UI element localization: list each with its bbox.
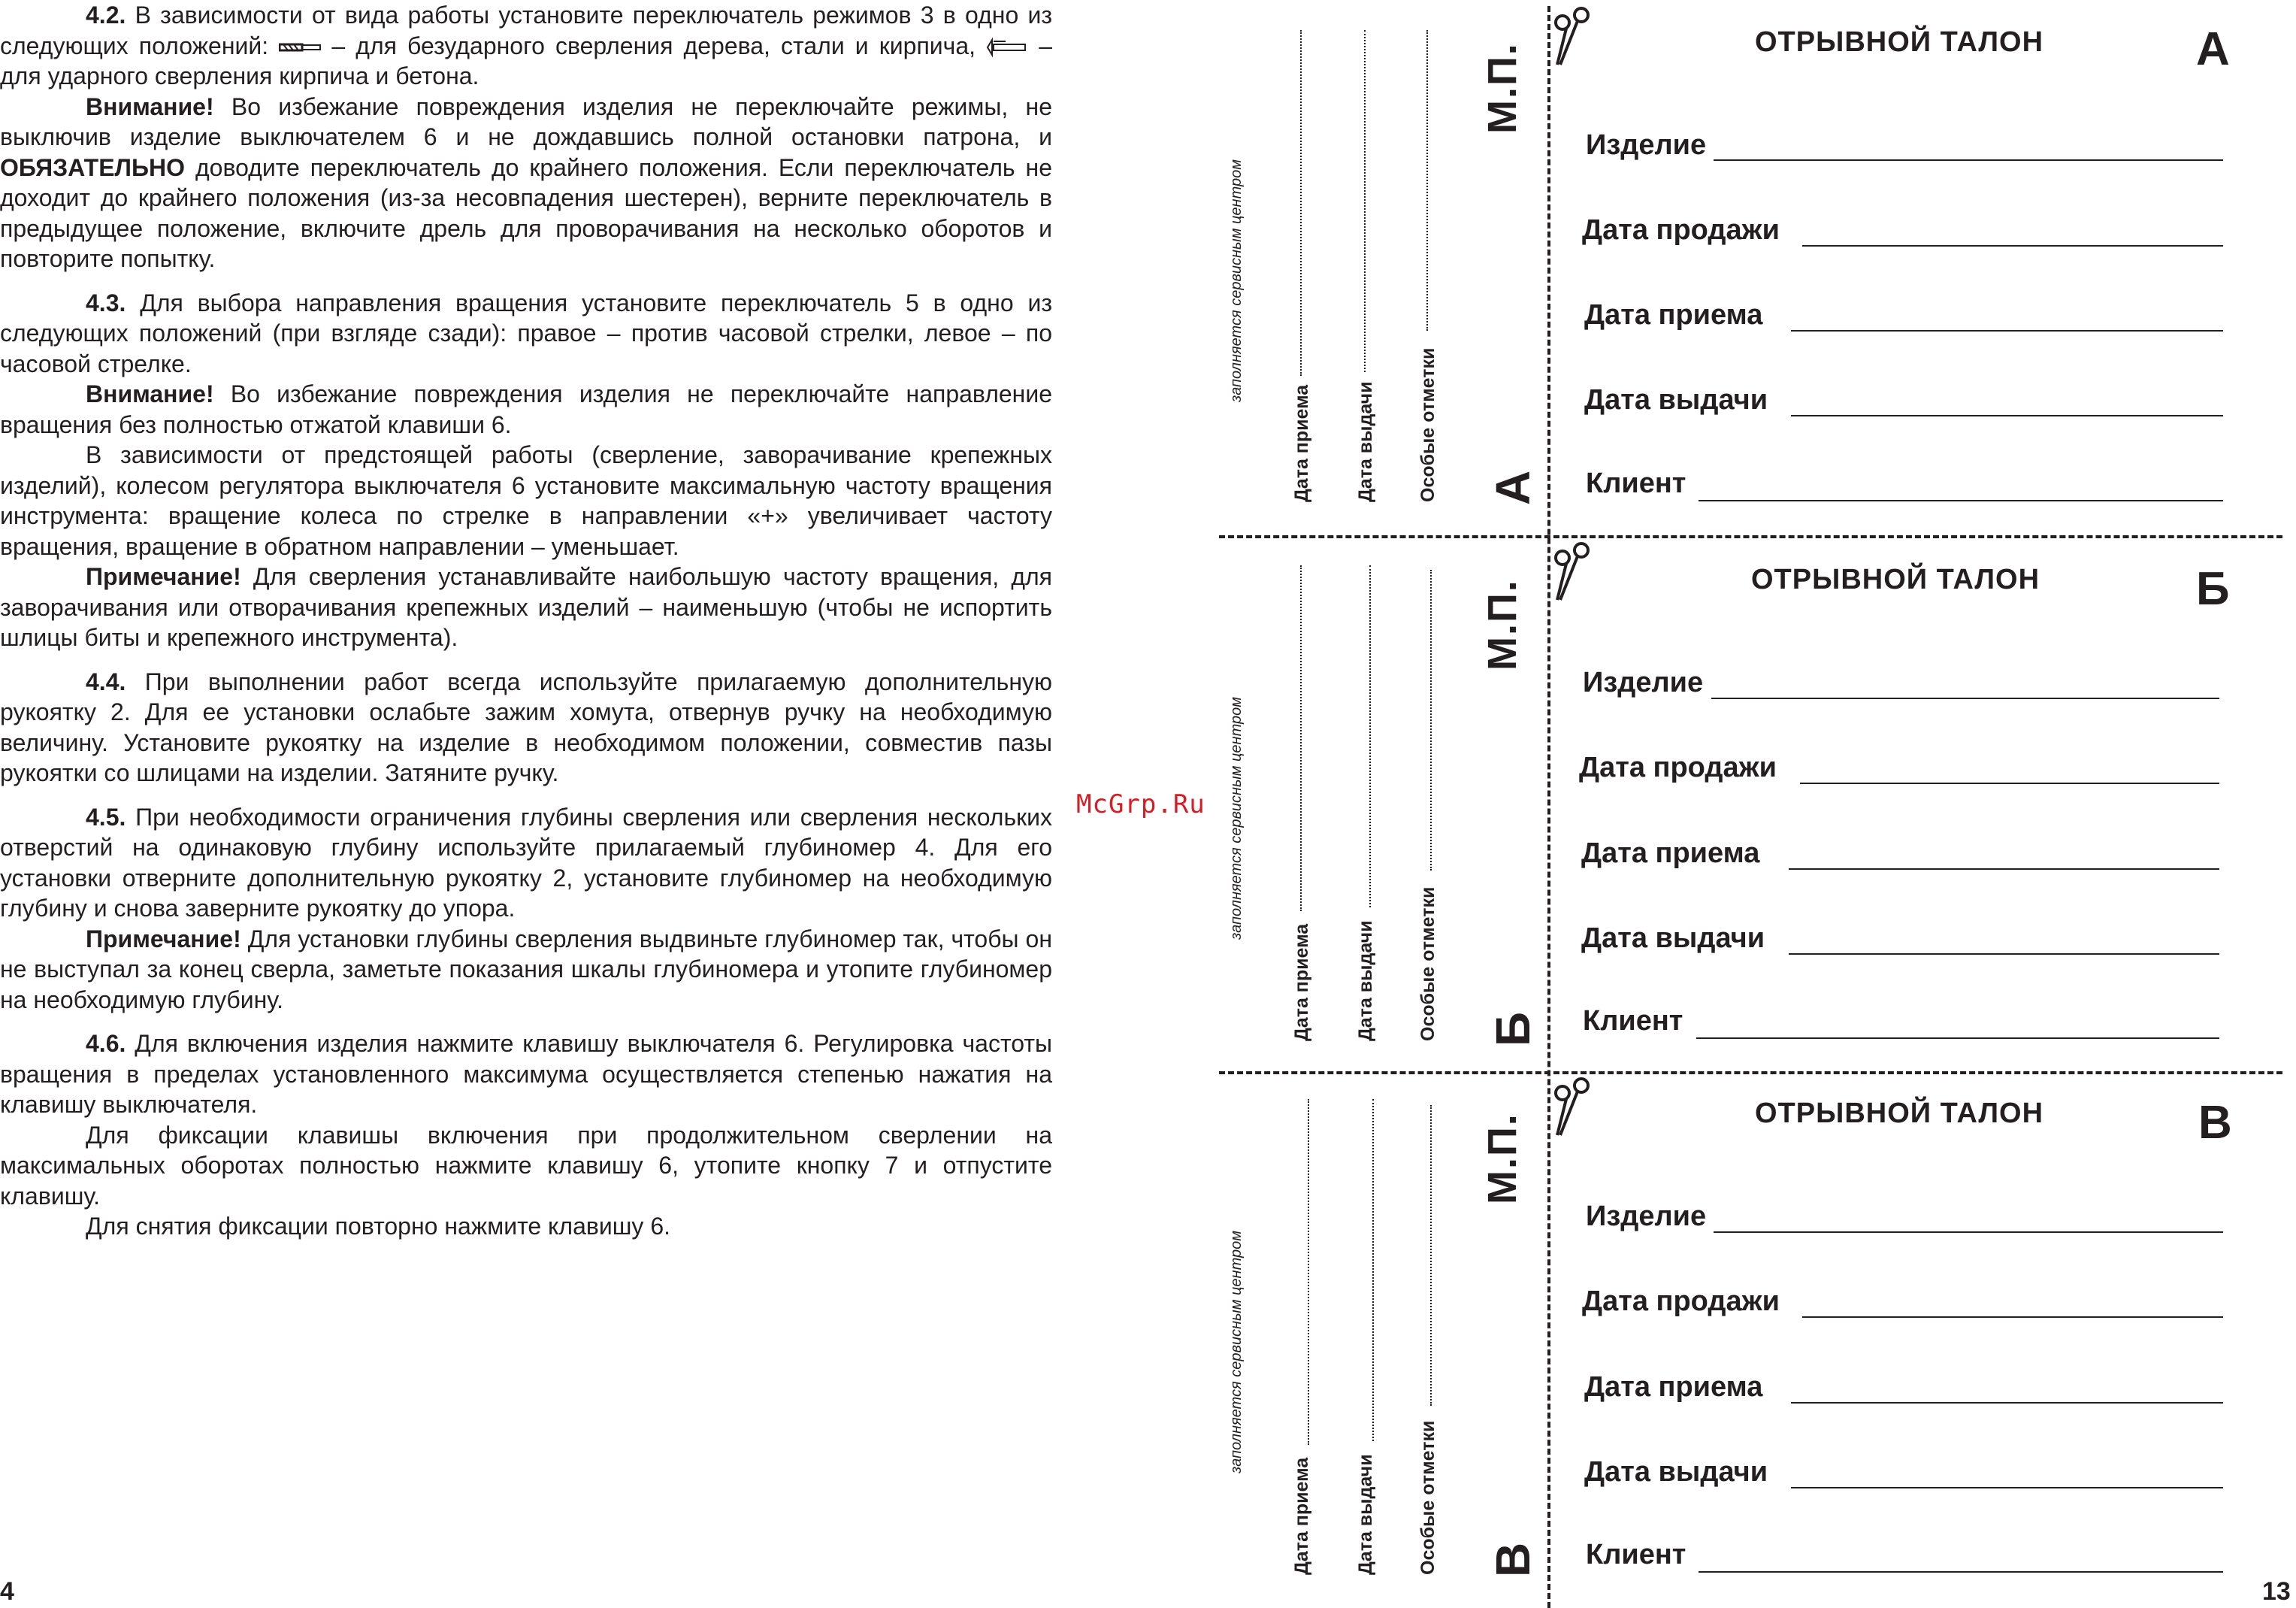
- section-number: 4.3.: [86, 289, 126, 316]
- accept-date-field-label: Дата приема: [1584, 1371, 1763, 1403]
- marks-label: Особые отметки: [1417, 1420, 1438, 1575]
- section-number: 4.2.: [86, 2, 126, 29]
- issue-date-label: Дата выдачи: [1355, 920, 1376, 1041]
- section-number: 4.6.: [86, 1030, 126, 1057]
- stamp-label: М.П.: [1480, 1113, 1525, 1204]
- vertical-cut-line: [1547, 6, 1550, 1608]
- accept-date-line: [1300, 30, 1302, 376]
- para-text: – для ударного сверления кирпича и бетона.: [0, 32, 1053, 89]
- para-4-2: [0, 0, 1052, 92]
- sale-date-label: Дата продажи: [1582, 214, 1780, 246]
- manual-text: [0, 0, 1052, 1242]
- product-field[interactable]: [1714, 1231, 2223, 1233]
- para-4-5: [0, 802, 1052, 924]
- drill-bit-icon: [279, 42, 321, 53]
- issue-date-field-label: Дата выдачи: [1584, 384, 1768, 416]
- para-text: При выполнении работ всегда используйте прилагаемую дополнительную рукоятку 2. Для ее установки ослабьте зажим хомута, отвернув ручку на необходимую величину. Установите рукоятку на изделие в необходимом положении, совместив пазы рукоятки со шлицами на изделии. Затяните ручку.: [0, 668, 1053, 786]
- para-text: При необходимости ограничения глубины сверления или сверления нескольких отверстий на одинаковую глубину используйте прилагаемый глубиномер 4. Для его установки отверните дополнительную рукоятку 2, установите глубиномер на необходимую глубину и снова заверните рукоятку до упора.: [0, 803, 1053, 922]
- para-4-3: [0, 288, 1052, 380]
- watermark: McGrp.Ru: [1076, 789, 1205, 819]
- stub-letter: А: [1486, 470, 1540, 505]
- client-label: Клиент: [1586, 468, 1686, 499]
- para-text: – для безударного сверления дерева, стали и кирпича,: [331, 32, 976, 59]
- client-field[interactable]: [1699, 1571, 2223, 1573]
- client-field[interactable]: [1699, 500, 2223, 501]
- para-warning-2: [0, 379, 1052, 440]
- issue-date-label: Дата выдачи: [1355, 381, 1376, 502]
- product-label: Изделие: [1586, 1201, 1707, 1232]
- marks-label: Особые отметки: [1417, 886, 1438, 1041]
- product-field[interactable]: [1711, 698, 2219, 699]
- sale-date-label: Дата продажи: [1579, 752, 1777, 783]
- para-text: Во избежание повреждения изделия не переключайте режимы, не выключив изделие выключателем 6 и не дождавшись полной остановки патрона, и: [0, 92, 1053, 150]
- para-text: Для выбора направления вращения установите переключатель 5 в одно из следующих положений (при взгляде сзади): правое – против часовой стрелки, левое – по часовой стрелке.: [0, 289, 1053, 377]
- emphasis: ОБЯЗАТЕЛЬНО: [0, 153, 185, 181]
- para-4-4: [0, 667, 1052, 789]
- service-note: заполняется сервисным центром: [1228, 697, 1245, 940]
- scissors-icon: [1550, 5, 1596, 66]
- service-note: заполняется сервисным центром: [1228, 159, 1245, 402]
- issue-date-line: [1369, 565, 1371, 907]
- coupon-letter: Б: [2196, 563, 2230, 615]
- para-note-2: [0, 924, 1052, 1016]
- accept-date-label: Дата приема: [1291, 384, 1312, 502]
- para-text: Для включения изделия нажмите клавишу выключателя 6. Регулировка частоты вращения в пределах установленного максимума осуществляется степенью нажатия на клавишу выключателя.: [0, 1030, 1053, 1118]
- product-label: Изделие: [1583, 667, 1704, 698]
- marks-line: [1430, 1105, 1432, 1406]
- coupon-title: ОТРЫВНОЙ ТАЛОН: [1751, 564, 2040, 595]
- issue-date-line: [1372, 1099, 1374, 1441]
- accept-date-field-label: Дата приема: [1584, 299, 1763, 331]
- stub-letter: Б: [1486, 1012, 1540, 1046]
- section-number: 4.4.: [86, 668, 126, 695]
- note-label: Примечание!: [86, 563, 241, 590]
- accept-date-label: Дата приема: [1291, 1457, 1312, 1575]
- accept-date-label: Дата приема: [1291, 923, 1312, 1041]
- issue-date-line: [1364, 30, 1366, 372]
- para-text: Для сверления устанавливайте наибольшую частоту вращения, для заворачивания или отворачивания крепежных изделий – наименьшую (чтобы не испортить шлицы биты и крепежного инструмента).: [0, 563, 1053, 651]
- issue-date-field-label: Дата выдачи: [1584, 1456, 1768, 1488]
- warning-label: Внимание!: [86, 92, 214, 120]
- accept-date-field[interactable]: [1791, 1402, 2223, 1404]
- para-note-1: [0, 562, 1052, 653]
- accept-date-field[interactable]: [1789, 868, 2219, 870]
- issue-date-label: Дата выдачи: [1355, 1454, 1376, 1575]
- scissors-icon: [1550, 1075, 1596, 1137]
- client-field[interactable]: [1696, 1037, 2219, 1039]
- client-label: Клиент: [1583, 1005, 1683, 1037]
- cut-line-1: [1219, 535, 2282, 538]
- sale-date-field[interactable]: [1802, 245, 2223, 247]
- sale-date-field[interactable]: [1802, 1316, 2223, 1318]
- service-note: заполняется сервисным центром: [1228, 1231, 1245, 1473]
- issue-date-field[interactable]: [1791, 1487, 2223, 1488]
- product-field[interactable]: [1714, 159, 2223, 161]
- warning-label: Внимание!: [86, 380, 214, 407]
- para-4-6: [0, 1028, 1052, 1120]
- para-unlock: Для снятия фиксации повторно нажмите клавишу 6.: [86, 1213, 670, 1240]
- hammer-drill-icon: [986, 37, 1028, 58]
- coupon-title: ОТРЫВНОЙ ТАЛОН: [1755, 1098, 2044, 1129]
- client-label: Клиент: [1586, 1539, 1686, 1570]
- para-warning-1: [0, 92, 1052, 274]
- sale-date-field[interactable]: [1800, 783, 2219, 784]
- product-label: Изделие: [1586, 129, 1707, 161]
- issue-date-field[interactable]: [1789, 953, 2219, 955]
- issue-date-field-label: Дата выдачи: [1581, 922, 1765, 954]
- marks-label: Особые отметки: [1417, 347, 1438, 502]
- cut-line-2: [1219, 1071, 2282, 1074]
- accept-date-line: [1300, 565, 1302, 911]
- accept-date-line: [1308, 1099, 1309, 1445]
- page-number-right: 13: [2262, 1577, 2291, 1606]
- sale-date-label: Дата продажи: [1582, 1285, 1780, 1317]
- marks-line: [1426, 30, 1428, 331]
- marks-line: [1430, 570, 1432, 871]
- coupon-title: ОТРЫВНОЙ ТАЛОН: [1755, 26, 2044, 58]
- para-text: Для установки глубины сверления выдвиньте глубиномер так, чтобы он не выступал за конец сверла, заметьте показания шкалы глубиномера и утопите глубиномер на необходимую глубину.: [0, 925, 1053, 1013]
- stamp-label: М.П.: [1480, 579, 1525, 671]
- issue-date-field[interactable]: [1791, 415, 2223, 416]
- page-number-left: 4: [0, 1577, 14, 1606]
- accept-date-field[interactable]: [1791, 330, 2223, 332]
- para-lock: Для фиксации клавишы включения при продолжительном сверлении на максимальных оборотах полностью нажмите клавишу 6, утопите кнопку 7 и отпустите клавишу.: [0, 1121, 1052, 1210]
- accept-date-field-label: Дата приема: [1581, 837, 1760, 869]
- para-speed: В зависимости от предстоящей работы (сверление, заворачивание крепежных изделий), колесом регулятора выключателя 6 установите максимальную частоту вращения инструмента: вращение колеса по стрелке в направлении «+» увеличивает частоту вращения, вращение в обратном направлении – уменьшает.: [0, 441, 1052, 560]
- para-text: В зависимости от вида работы установите переключатель режимов 3 в одно из следующих положений:: [0, 2, 1053, 59]
- coupon-letter: В: [2198, 1097, 2232, 1149]
- stub-letter: В: [1486, 1542, 1540, 1577]
- scissors-icon: [1550, 540, 1596, 601]
- para-text: доводите переключатель до крайнего положения. Если переключатель не доходит до крайнего положения (из-за несовпадения шестерен), верните переключатель в предыдущее положение, включите дрель для проворачивания на несколько оборотов и повторите попытку.: [0, 153, 1052, 272]
- section-number: 4.5.: [86, 803, 126, 831]
- coupon-letter: А: [2196, 23, 2230, 75]
- stamp-label: М.П.: [1480, 42, 1525, 134]
- para-text: Во избежание повреждения изделия не переключайте направление вращения без полностью отжатой клавиши 6.: [0, 380, 1053, 438]
- note-label: Примечание!: [86, 925, 241, 952]
